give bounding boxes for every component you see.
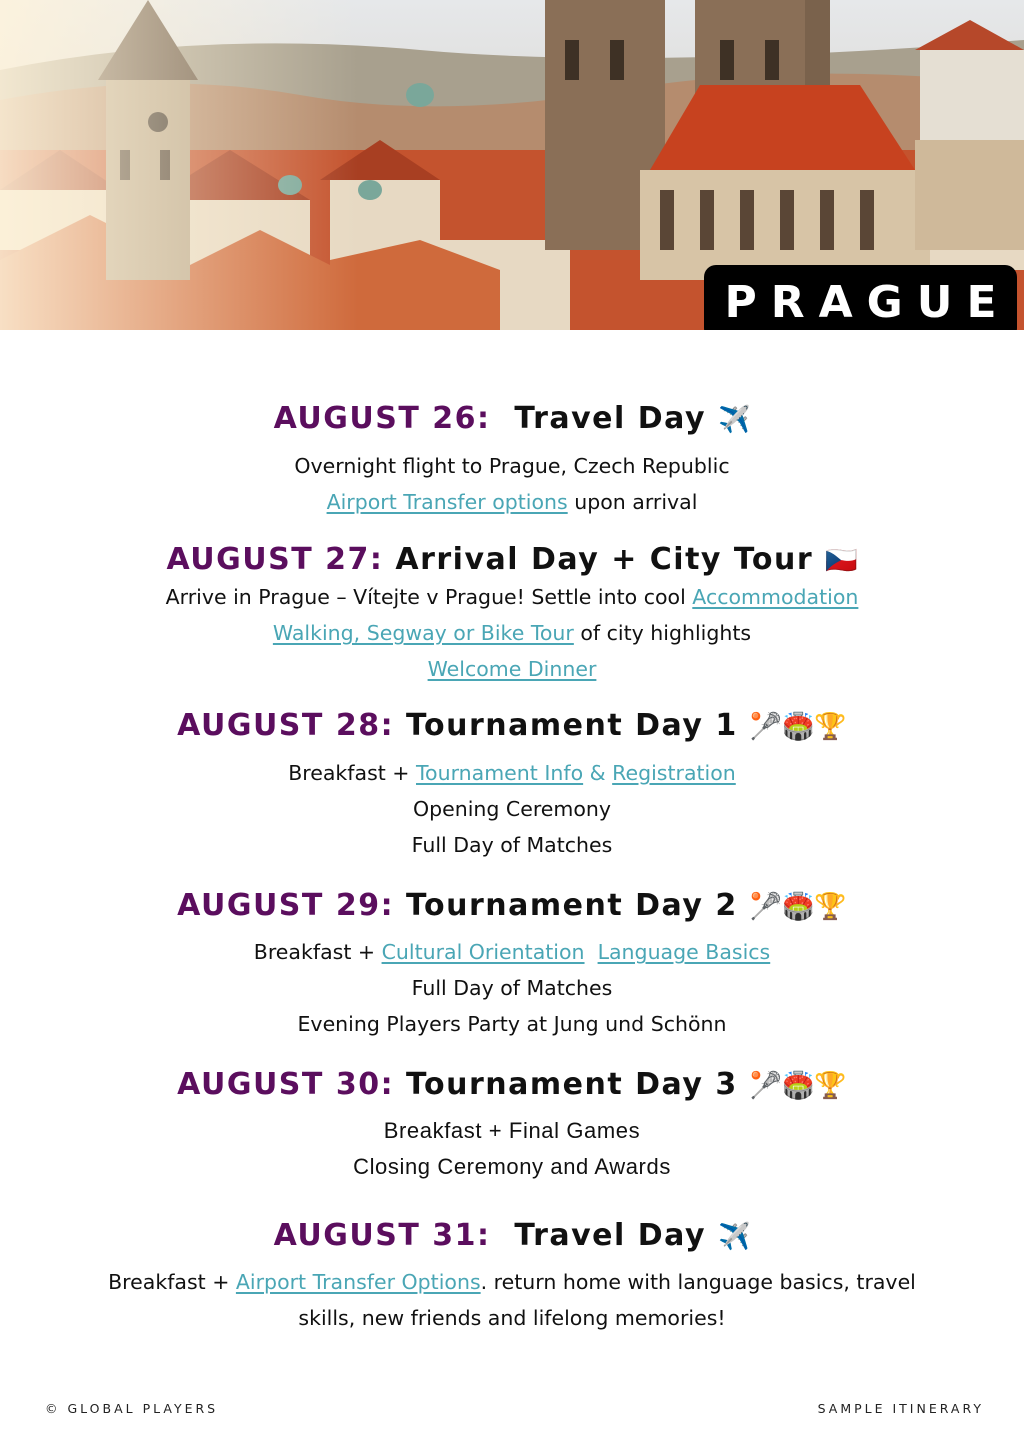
day-heading	[0, 401, 1024, 438]
registration-link[interactable]: Registration	[612, 761, 736, 785]
day-line	[0, 755, 1024, 791]
day-date: AUGUST 27:	[166, 542, 384, 577]
line-text: upon arrival	[567, 490, 698, 514]
day-title: Tournament Day 1	[406, 708, 738, 743]
day-line	[0, 579, 1024, 615]
line-text: Breakfast +	[288, 761, 416, 785]
welcome-dinner-link[interactable]: Welcome Dinner	[427, 657, 597, 681]
day-title: Travel Day	[514, 1218, 707, 1253]
airport-transfer-link[interactable]: Airport Transfer Options	[235, 1270, 481, 1294]
airport-transfer-link[interactable]: Airport Transfer options	[326, 490, 568, 514]
day-title: Tournament Day 3	[406, 1067, 738, 1102]
footer-copyright: © GLOBAL PLAYERS	[45, 1401, 219, 1416]
line-text: Arrive in Prague – Vítejte v Prague! Settle into cool	[165, 585, 693, 609]
lacrosse-stadium-trophy-icon: 🥍🏟️🏆	[749, 1071, 847, 1101]
day-august-26	[0, 401, 1024, 520]
day-line	[0, 1113, 1024, 1149]
day-line	[0, 1149, 1024, 1185]
day-title: Tournament Day 2	[406, 888, 738, 923]
line-text: of city highlights	[573, 621, 752, 645]
lacrosse-stadium-trophy-icon: 🥍🏟️🏆	[749, 892, 847, 922]
lacrosse-stadium-trophy-icon: 🥍🏟️🏆	[749, 712, 847, 742]
day-title: Arrival Day + City Tour	[395, 542, 814, 577]
day-line	[0, 651, 1024, 687]
line-text: Breakfast +	[108, 1270, 236, 1294]
day-line	[0, 1264, 1024, 1300]
line-text: . return home with language basics, travel	[480, 1270, 916, 1294]
day-date: AUGUST 26:	[273, 401, 491, 436]
day-date: AUGUST 31:	[273, 1218, 491, 1253]
accommodation-link[interactable]: Accommodation	[692, 585, 859, 609]
line-text: Evening Players Party at Jung und Schönn	[297, 1012, 727, 1036]
line-text: Opening Ceremony	[412, 797, 612, 821]
day-line	[0, 791, 1024, 827]
day-line	[0, 615, 1024, 651]
line-text: Full Day of Matches	[411, 833, 613, 857]
airplane-icon: ✈️	[718, 405, 751, 435]
city-name: PRAGUE	[724, 277, 1011, 328]
line-text: Full Day of Matches	[411, 976, 613, 1000]
cultural-orientation-link[interactable]: Cultural Orientation	[381, 940, 585, 964]
line-text: Overnight flight to Prague, Czech Republic	[294, 454, 730, 478]
line-text: Breakfast + Final Games	[383, 1118, 641, 1143]
day-heading	[0, 1067, 1024, 1104]
line-text: Closing Ceremony and Awards	[353, 1154, 671, 1179]
day-date: AUGUST 30:	[177, 1067, 395, 1102]
day-date: AUGUST 29:	[177, 888, 395, 923]
city-name-badge	[704, 265, 1017, 330]
czech-flag-icon: 🇨🇿	[825, 546, 858, 576]
day-line	[0, 448, 1024, 484]
day-heading	[0, 542, 1024, 579]
day-line	[0, 484, 1024, 520]
line-text: &	[583, 761, 613, 785]
day-line	[0, 970, 1024, 1006]
day-august-27	[0, 542, 1024, 687]
day-august-31	[0, 1218, 1024, 1336]
header-photo	[0, 0, 1024, 330]
day-line	[0, 827, 1024, 863]
day-august-28	[0, 708, 1024, 863]
day-august-29	[0, 888, 1024, 1042]
day-line	[0, 934, 1024, 970]
day-date: AUGUST 28:	[177, 708, 395, 743]
day-line	[0, 1006, 1024, 1042]
airplane-icon: ✈️	[718, 1222, 751, 1252]
day-title: Travel Day	[514, 401, 707, 436]
day-heading	[0, 708, 1024, 745]
day-heading	[0, 888, 1024, 925]
day-line	[0, 1300, 1024, 1336]
tournament-info-link[interactable]: Tournament Info	[416, 761, 584, 785]
line-text: Breakfast +	[253, 940, 382, 964]
city-tour-link[interactable]: Walking, Segway or Bike Tour	[272, 621, 574, 645]
day-august-30	[0, 1067, 1024, 1185]
day-heading	[0, 1218, 1024, 1255]
language-basics-link[interactable]: Language Basics	[597, 940, 771, 964]
footer-document-label: SAMPLE ITINERARY	[817, 1401, 984, 1416]
line-text: skills, new friends and lifelong memories!	[298, 1306, 726, 1330]
line-text	[585, 940, 598, 964]
